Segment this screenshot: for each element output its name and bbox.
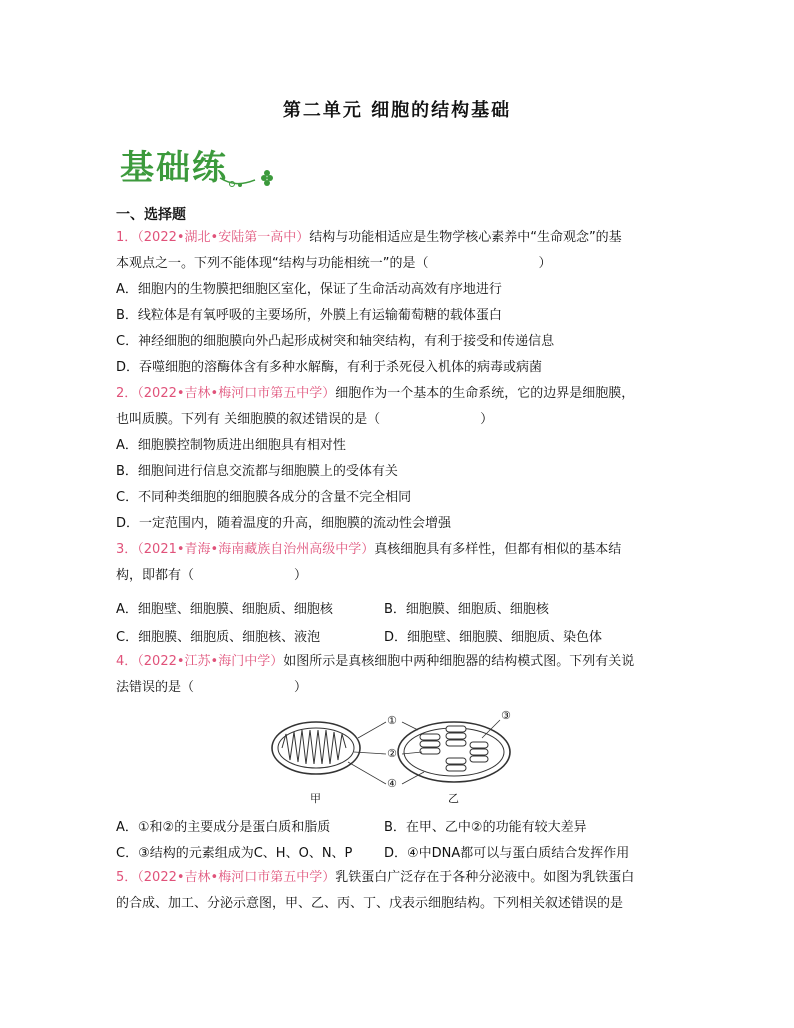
bracket-close: ） — [294, 680, 308, 695]
q4-option-b: B．在甲、乙中②的功能有较大差异 — [384, 820, 587, 835]
question-stem: 结构与功能相适应是生物学核心素养中“生命观念”的基 — [309, 230, 622, 245]
q4-option-d: D．④中DNA都可以与蛋白质结合发挥作用 — [384, 846, 630, 861]
q1-option-a: A．细胞内的生物膜把细胞区室化，保证了生命活动高效有序地进行 — [116, 282, 502, 297]
organelle-figure — [268, 708, 530, 804]
label-mark-3: ③ — [501, 709, 511, 722]
question-number: 4． — [116, 654, 138, 669]
bracket-close: ） — [480, 412, 494, 427]
q2-option-d: D．一定范围内，随着温度的升高，细胞膜的流动性会增强 — [116, 516, 452, 531]
q2-line2 — [116, 410, 493, 430]
q2-option-c: C．不同种类细胞的细胞膜各成分的含量不完全相同 — [116, 490, 412, 505]
q3-option-a: A．细胞壁、细胞膜、细胞质、细胞核 — [116, 602, 333, 617]
question-source: （2021•青海•海南藏族自治州高级中学） — [137, 542, 375, 557]
q5-line1 — [116, 868, 634, 888]
logo — [120, 140, 280, 192]
q2-option-b: B．细胞间进行信息交流都与细胞膜上的受体有关 — [116, 464, 398, 479]
q2-line1 — [116, 384, 634, 404]
q1-option-c: C．神经细胞的细胞膜向外凸起形成树突和轴突结构，有利于接受和传递信息 — [116, 334, 555, 349]
label-mark-4: ④ — [387, 777, 397, 790]
q4-option-a: A．①和②的主要成分是蛋白质和脂质 — [116, 820, 331, 835]
logo-text: 基础练 — [120, 148, 228, 188]
page-title: 第二单元 细胞的结构基础 — [282, 100, 512, 121]
q3-line1 — [116, 540, 621, 560]
bracket-close: ） — [294, 568, 308, 583]
organelle-diagram — [268, 708, 530, 804]
question-source: （2022•吉林•梅河口市第五中学） — [137, 870, 336, 885]
question-stem: 构，即都有（ — [116, 568, 195, 583]
question-stem: 法错误的是（ — [116, 680, 195, 695]
question-source: （2022•吉林•梅河口市第五中学） — [137, 386, 336, 401]
question-stem: 真核细胞具有多样性，但都有相似的基本结 — [374, 542, 622, 557]
q1-option-b: B．线粒体是有氧呼吸的主要场所，外膜上有运输葡萄糖的载体蛋白 — [116, 308, 502, 323]
q1-line1 — [116, 228, 622, 248]
bracket-close: ） — [538, 256, 552, 271]
label-mark-2: ② — [387, 747, 397, 760]
question-source: （2022•江苏•海门中学） — [137, 654, 284, 669]
q3-option-c: C．细胞膜、细胞质、细胞核、液泡 — [116, 630, 321, 645]
question-number: 5． — [116, 870, 138, 885]
question-stem: 本观点之一。下列不能体现“结构与功能相统一”的是（ — [116, 256, 429, 271]
q5-line2: 的合成、加工、分泌示意图，甲、乙、丙、丁、戊表示细胞结构。下列相关叙述错误的是 — [116, 896, 624, 911]
q3-line2 — [116, 566, 307, 586]
q4-option-c: C．③结构的元素组成为C、H、O、N、P — [116, 846, 353, 861]
q3-option-b: B．细胞膜、细胞质、细胞核 — [384, 602, 549, 617]
section-heading: 一、选择题 — [116, 207, 186, 223]
q1-line2 — [116, 254, 552, 274]
question-stem: 如图所示是真核细胞中两种细胞器的结构模式图。下列有关说 — [283, 654, 635, 669]
q4-line2 — [116, 678, 307, 698]
question-number: 1． — [116, 230, 138, 245]
q2-option-a: A．细胞膜控制物质进出细胞具有相对性 — [116, 438, 346, 453]
question-number: 3． — [116, 542, 138, 557]
figure-label-left: 甲 — [310, 792, 321, 805]
question-stem: 乳铁蛋白广泛存在于各种分泌液中。如图为乳铁蛋白 — [335, 870, 635, 885]
question-stem: 也叫质膜。下列有 关细胞膜的叙述错误的是（ — [116, 412, 381, 427]
question-source: （2022•湖北•安陆第一高中） — [137, 230, 310, 245]
question-stem: 细胞作为一个基本的生命系统，它的边界是细胞膜， — [335, 386, 635, 401]
q3-option-d: D．细胞壁、细胞膜、细胞质、染色体 — [384, 630, 603, 645]
question-number: 2． — [116, 386, 138, 401]
q4-line1 — [116, 652, 634, 672]
vine-decoration-icon — [120, 140, 280, 192]
q1-option-d: D．吞噬细胞的溶酶体含有多种水解酶，有利于杀死侵入机体的病毒或病菌 — [116, 360, 543, 375]
figure-label-right: 乙 — [448, 792, 459, 805]
label-mark-1: ① — [387, 714, 397, 727]
